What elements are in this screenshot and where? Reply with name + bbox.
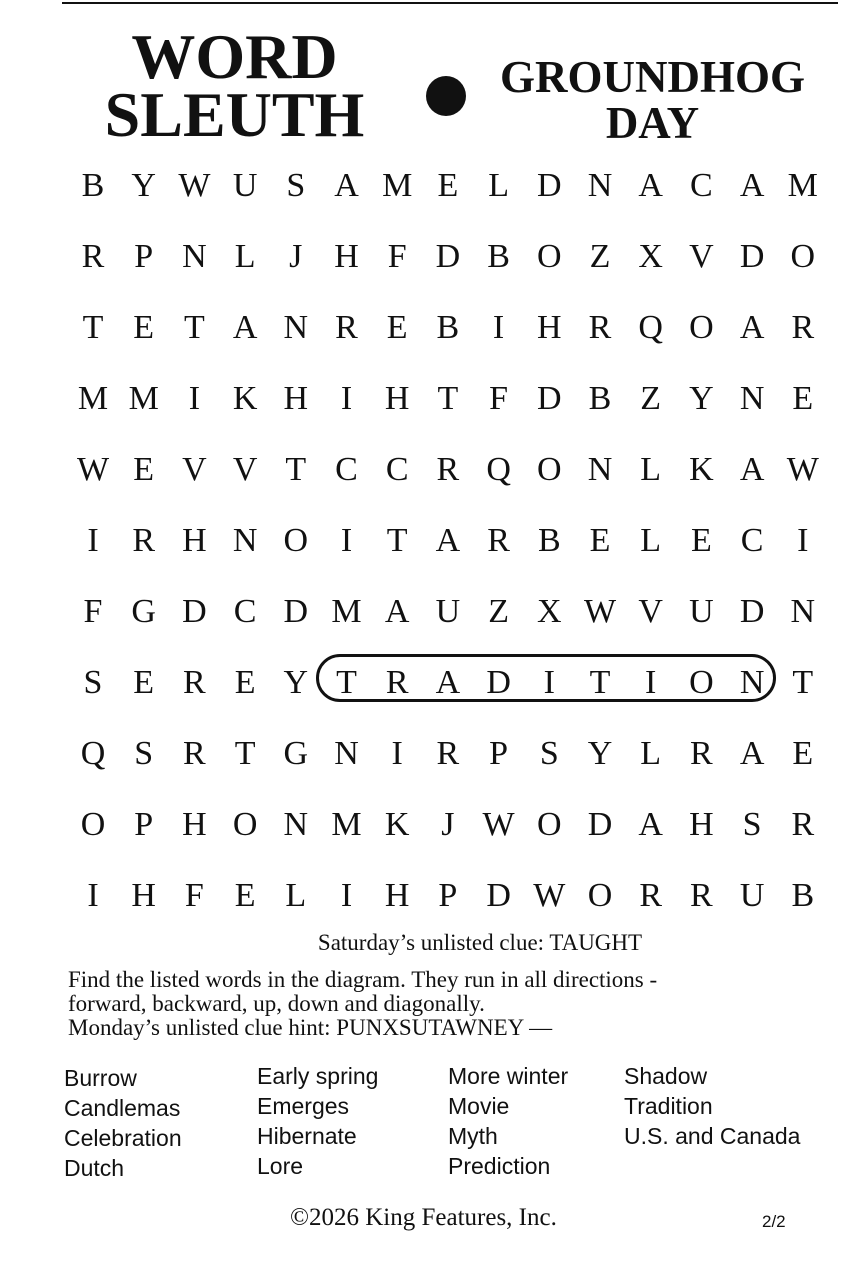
grid-letter: H <box>384 877 410 914</box>
word-list-item: Emerges <box>257 1093 350 1119</box>
grid-letter: S <box>539 735 559 772</box>
found-word-circle <box>316 654 776 702</box>
grid-letter: W <box>178 167 211 204</box>
grid-letter: H <box>334 238 359 275</box>
grid-letter: T <box>386 522 408 559</box>
grid-letter: N <box>182 238 207 275</box>
grid-letter: A <box>739 309 765 346</box>
word-list-item: Early spring <box>257 1063 379 1089</box>
grid-letter: C <box>385 451 409 488</box>
grid-letter: A <box>334 167 359 204</box>
grid-letter: D <box>435 238 461 275</box>
copyright-notice: ©2026 King Features, Inc. <box>290 1204 557 1231</box>
grid-letter: D <box>537 167 562 204</box>
word-list-item: Myth <box>448 1123 498 1149</box>
grid-letter: U <box>435 593 461 630</box>
grid-letter: Z <box>640 380 662 417</box>
grid-letter: C <box>233 593 257 630</box>
grid-letter: W <box>76 451 110 488</box>
grid-letter: R <box>183 735 206 772</box>
grid-letter: O <box>232 806 258 843</box>
grid-letter: S <box>83 664 103 701</box>
grid-letter: J <box>441 806 455 843</box>
instructions-line-2: forward, backward, up, down and diagonally. <box>68 991 485 1016</box>
topic-line-1: GROUNDHOG <box>499 52 805 102</box>
grid-letter: N <box>283 806 309 843</box>
grid-letter: L <box>285 877 307 914</box>
grid-letter: I <box>340 380 353 417</box>
grid-letter: O <box>689 309 714 346</box>
grid-letter: V <box>232 451 258 488</box>
grid-letter: R <box>791 806 815 843</box>
grid-letter: R <box>436 451 460 488</box>
grid-letter: D <box>283 593 309 630</box>
grid-letter: F <box>387 238 407 275</box>
grid-letter: L <box>640 522 662 559</box>
grid-letter: I <box>543 664 555 701</box>
grid-letter: R <box>690 735 713 772</box>
grid-letter: K <box>232 380 258 417</box>
grid-letter: P <box>134 238 154 275</box>
word-list-item: Burrow <box>64 1065 137 1091</box>
grid-letter: O <box>283 522 309 559</box>
word-list-item: Movie <box>448 1093 510 1119</box>
grid-letter: A <box>435 664 461 701</box>
grid-letter: I <box>797 522 809 559</box>
grid-letter: T <box>234 735 256 772</box>
grid-letter: U <box>232 167 258 204</box>
grid-letter: P <box>438 877 458 914</box>
grid-letter: H <box>283 380 309 417</box>
word-list-item: More winter <box>448 1063 569 1089</box>
grid-letter: H <box>182 806 207 843</box>
topic-line-2: DAY <box>605 98 700 148</box>
grid-letter: C <box>740 522 764 559</box>
instructions-line-3: Monday’s unlisted clue hint: PUNXSUTAWNEY — <box>68 1015 553 1040</box>
grid-letter: E <box>792 735 814 772</box>
grid-letter: O <box>80 806 106 843</box>
grid-letter: I <box>340 877 353 914</box>
grid-letter: A <box>232 309 258 346</box>
grid-letter: R <box>132 522 156 559</box>
grid-letter: R <box>81 238 105 275</box>
grid-letter: H <box>384 380 410 417</box>
grid-letter: Q <box>638 309 663 346</box>
grid-letter: R <box>183 664 206 701</box>
grid-letter: M <box>77 380 109 417</box>
grid-letter: R <box>436 735 460 772</box>
grid-letter: X <box>537 593 562 630</box>
grid-letter: E <box>133 309 155 346</box>
grid-letter: E <box>234 664 256 701</box>
grid-letter: Y <box>131 167 156 204</box>
grid-letter: O <box>537 451 562 488</box>
grid-letter: D <box>739 238 765 275</box>
word-list-item: Dutch <box>64 1155 125 1181</box>
grid-letter: I <box>188 380 201 417</box>
grid-letter: N <box>739 380 765 417</box>
grid-letter: K <box>384 806 410 843</box>
grid-letter: N <box>587 167 613 204</box>
grid-letter: B <box>81 167 105 204</box>
grid-letter: Z <box>589 238 611 275</box>
grid-letter: E <box>437 167 459 204</box>
grid-letter: V <box>689 238 714 275</box>
grid-letter: T <box>82 309 104 346</box>
grid-letter: E <box>691 522 712 559</box>
grid-letter: J <box>289 238 303 275</box>
word-list-item: Shadow <box>624 1063 708 1089</box>
grid-letter: S <box>742 806 762 843</box>
grid-letter: F <box>83 593 103 630</box>
grid-letter: A <box>638 806 663 843</box>
grid-letter: S <box>286 167 306 204</box>
grid-letter: D <box>486 664 511 701</box>
grid-letter: P <box>134 806 154 843</box>
grid-letter: I <box>645 664 657 701</box>
grid-letter: R <box>487 522 510 559</box>
grid-letter: Q <box>486 451 511 488</box>
grid-letter: D <box>587 806 613 843</box>
grid-letter: B <box>436 309 460 346</box>
grid-letter: S <box>134 735 154 772</box>
grid-letter: D <box>486 877 511 914</box>
grid-letter: E <box>133 664 155 701</box>
grid-letter: N <box>334 735 359 772</box>
word-list-item: Celebration <box>64 1125 182 1151</box>
grid-letter: M <box>331 806 362 843</box>
word-list-item: U.S. and Canada <box>624 1123 801 1149</box>
grid-letter: E <box>234 877 256 914</box>
grid-letter: I <box>87 522 99 559</box>
grid-letter: N <box>232 522 258 559</box>
grid-letter: A <box>739 735 765 772</box>
grid-letter: R <box>335 309 358 346</box>
grid-letter: F <box>184 877 204 914</box>
grid-letter: M <box>787 167 818 204</box>
grid-letter: X <box>638 238 663 275</box>
grid-letter: Y <box>587 735 613 772</box>
grid-letter: L <box>640 451 662 488</box>
grid-letter: A <box>739 167 765 204</box>
grid-letter: B <box>588 380 612 417</box>
grid-letter: F <box>489 380 509 417</box>
unlisted-clue: Saturday’s unlisted clue: TAUGHT <box>317 930 643 955</box>
grid-letter: R <box>588 309 612 346</box>
grid-letter: W <box>482 806 515 843</box>
grid-letter: T <box>437 380 459 417</box>
grid-letter: R <box>385 664 409 701</box>
grid-letter: B <box>487 238 510 275</box>
grid-letter: B <box>791 877 815 914</box>
title-line-2: SLEUTH <box>104 79 365 150</box>
grid-letter: T <box>184 309 205 346</box>
grid-letter: V <box>638 593 663 630</box>
grid-letter: T <box>792 664 814 701</box>
grid-letter: T <box>336 664 357 701</box>
grid-letter: R <box>791 309 815 346</box>
grid-letter: N <box>790 593 816 630</box>
grid-letter: V <box>182 451 207 488</box>
grid-letter: W <box>533 877 566 914</box>
grid-letter: L <box>488 167 509 204</box>
grid-letter: W <box>583 593 617 630</box>
grid-letter: C <box>690 167 713 204</box>
grid-letter: A <box>435 522 461 559</box>
grid-letter: O <box>537 806 562 843</box>
grid-letter: Q <box>80 735 106 772</box>
grid-letter: D <box>182 593 207 630</box>
grid-letter: D <box>537 380 562 417</box>
grid-letter: K <box>689 451 714 488</box>
grid-letter: T <box>285 451 307 488</box>
page-number: 2/2 <box>762 1212 786 1231</box>
grid-letter: G <box>283 735 309 772</box>
grid-letter: I <box>492 309 505 346</box>
grid-letter: D <box>739 593 765 630</box>
instructions <box>68 968 848 1040</box>
grid-letter: M <box>128 380 159 417</box>
instructions-line-1: Find the listed words in the diagram. They run in all directions - <box>68 967 658 992</box>
grid-letter: B <box>537 522 561 559</box>
grid-letter: I <box>391 735 403 772</box>
grid-letter: I <box>87 877 99 914</box>
grid-letter: R <box>690 877 713 914</box>
grid-letter: U <box>739 877 765 914</box>
grid-letter: H <box>182 522 207 559</box>
word-list-item: Hibernate <box>257 1123 357 1149</box>
grid-letter: O <box>689 664 714 701</box>
word-list-item: Tradition <box>624 1093 713 1119</box>
grid-letter: Y <box>689 380 714 417</box>
grid-letter: E <box>133 451 155 488</box>
word-list-item: Lore <box>257 1153 304 1179</box>
grid-letter: M <box>331 593 362 630</box>
grid-letter: Z <box>488 593 509 630</box>
grid-letter: N <box>739 664 765 701</box>
grid-letter: Y <box>283 664 309 701</box>
word-list-item: Candlemas <box>64 1095 181 1121</box>
grid-letter: A <box>384 593 410 630</box>
grid-letter: I <box>340 522 353 559</box>
grid-letter: N <box>587 451 613 488</box>
grid-letter: E <box>589 522 611 559</box>
grid-letter: L <box>234 238 256 275</box>
grid-letter: A <box>638 167 663 204</box>
grid-letter: T <box>589 664 611 701</box>
grid-letter: L <box>640 735 662 772</box>
grid-letter: E <box>386 309 408 346</box>
grid-letter: C <box>335 451 358 488</box>
grid-letter: W <box>786 451 819 488</box>
grid-letter: U <box>689 593 714 630</box>
grid-letter: E <box>792 380 814 417</box>
grid-letter: A <box>739 451 765 488</box>
grid-letter: G <box>131 593 156 630</box>
grid-letter: O <box>587 877 613 914</box>
title-line-1: WORD <box>131 21 338 92</box>
grid-letter: M <box>382 167 413 204</box>
grid-letter: H <box>131 877 156 914</box>
grid-letter: H <box>689 806 714 843</box>
grid-letter: R <box>639 877 663 914</box>
grid-letter: P <box>489 735 509 772</box>
grid-letter: O <box>537 238 562 275</box>
grid-letter: O <box>790 238 816 275</box>
grid-letter: H <box>537 309 562 346</box>
word-list-item: Prediction <box>448 1153 551 1179</box>
grid-letter: N <box>283 309 309 346</box>
